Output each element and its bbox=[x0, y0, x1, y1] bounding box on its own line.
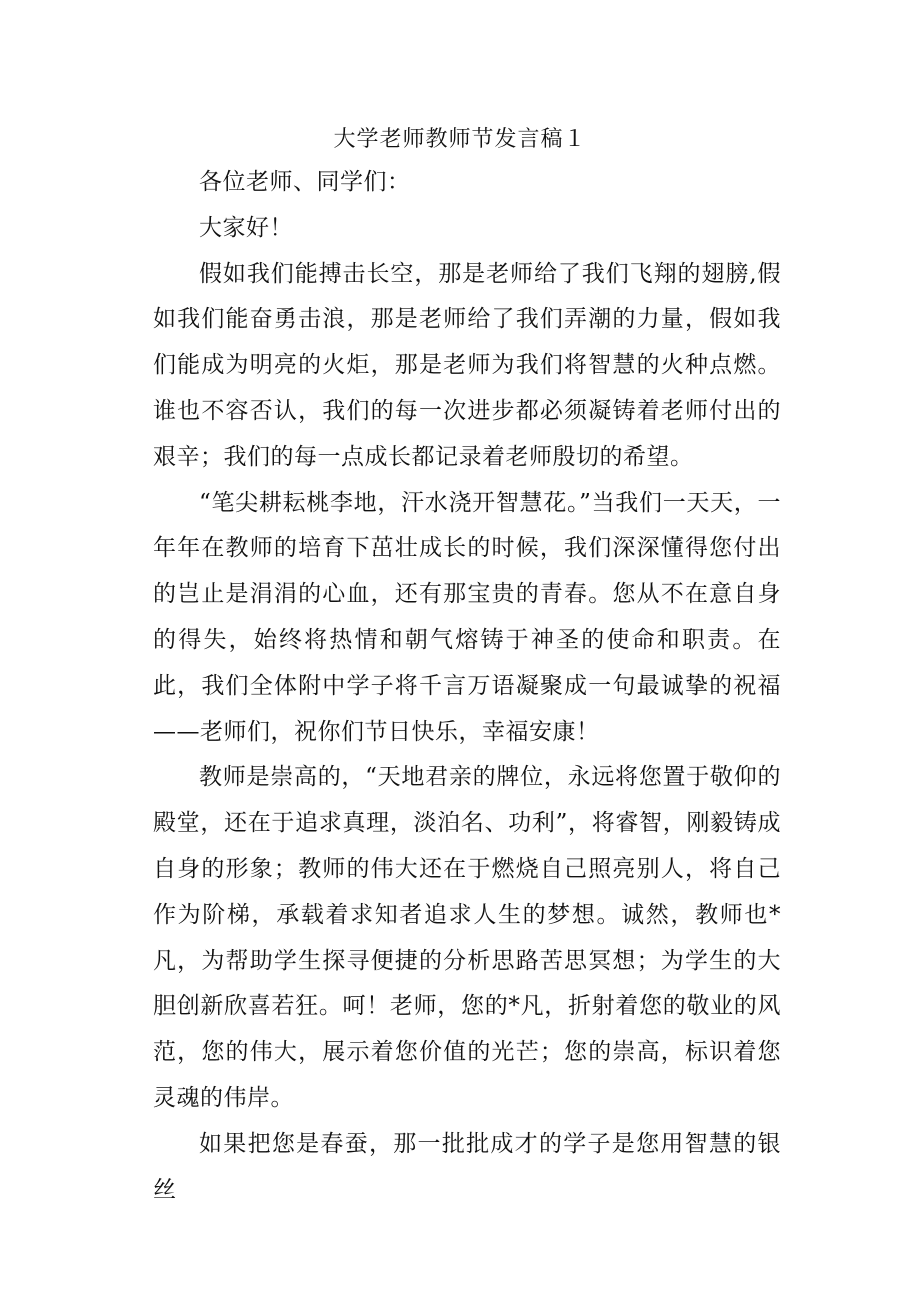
paragraph-greeting: 大家好！ bbox=[199, 214, 293, 241]
paragraph: “笔尖耕耘桃李地，汗水浇开智慧花。”当我们一天天，一年年在教师的培育下茁壮成长的时候，我们深深懂得您付出的岂止是涓涓的心血，还有那宝贵的青春。您从不在意自身的得失，始终将热情和朝气熔铸于神圣的使命和职责。在此，我们全体附中学子将千言万语凝聚成一句最诚挚的祝福——老师们，祝你们节日快乐，幸福安康！ bbox=[153, 489, 781, 745]
paragraph: 假如我们能搏击长空，那是老师给了我们飞翔的翅膀,假如我们能奋勇击浪，那是老师给了我们弄潮的力量，假如我们能成为明亮的火炬，那是老师为我们将智慧的火种点燃。谁也不容否认，我们的每一次进步都必须凝铸着老师付出的艰辛；我们的每一点成长都记录着老师殷切的希望。 bbox=[153, 260, 781, 470]
document-body bbox=[153, 160, 781, 1213]
paragraph: 如果把您是春蚕，那一批批成才的学子是您用智慧的银丝 bbox=[153, 1130, 781, 1203]
paragraph-salutation: 各位老师、同学们： bbox=[199, 169, 411, 195]
document-title: 大学老师教师节发言稿１ bbox=[333, 127, 587, 152]
paragraph: 教师是崇高的，“天地君亲的牌位，永远将您置于敬仰的殿堂，还在于追求真理，淡泊名、功利”，将睿智，刚毅铸成自身的形象；教师的伟大还在于燃烧自己照亮别人，将自己作为阶梯，承载着求知者追求人生的梦想。诚然，教师也*凡，为帮助学生探寻便捷的分析思路苦思冥想；为学生的大胆创新欣喜若狂。呵！老师，您的*凡，折射着您的敬业的风范，您的伟大，展示着您价值的光芒；您的崇高，标识着您灵魂的伟岸。 bbox=[153, 764, 781, 1111]
